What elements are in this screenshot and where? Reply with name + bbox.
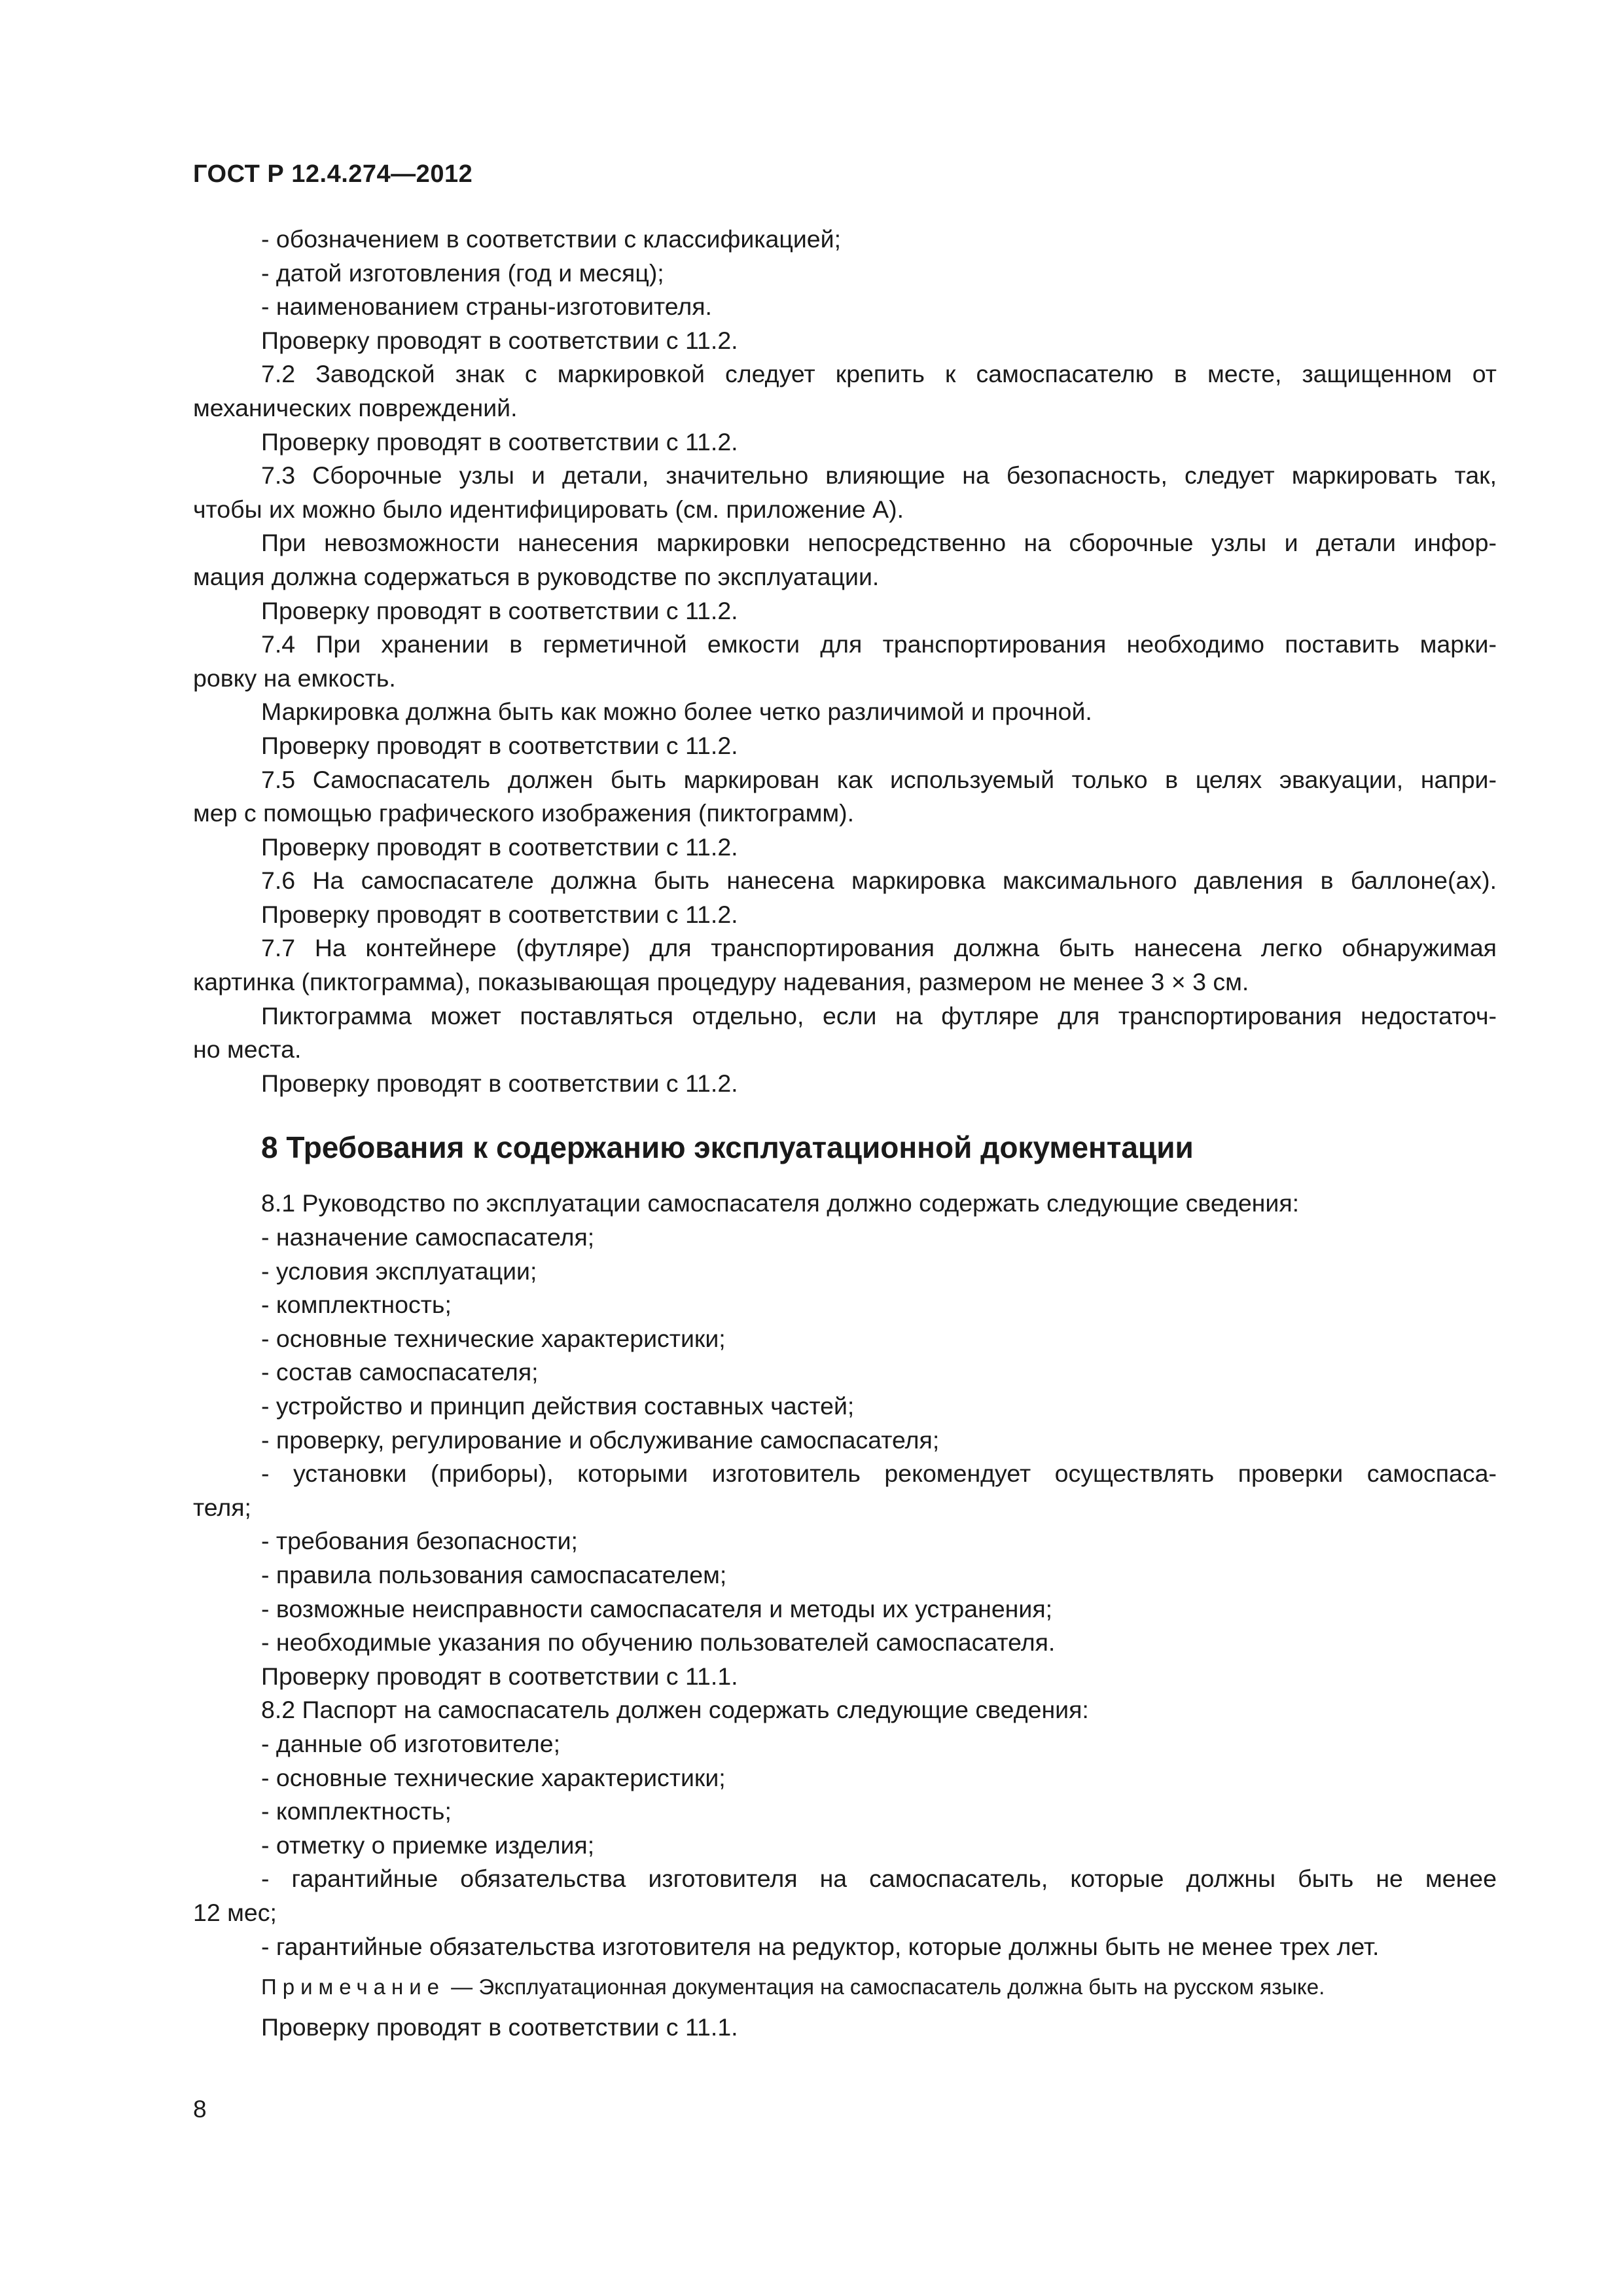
text-line: - основные технические характеристики; bbox=[261, 1324, 726, 1352]
text-line: - данные об изготовителе; bbox=[261, 1729, 561, 1757]
text-line: - условия эксплуатации; bbox=[261, 1257, 537, 1285]
text-line: 7.5 Самоспасатель должен быть маркирован как используемый только в целях эвакуации, напри- bbox=[261, 765, 1497, 793]
text-line: чтобы их можно было идентифицировать (см. приложение А). bbox=[193, 495, 904, 523]
text-line: 8.2 Паспорт на самоспасатель должен содержать следующие сведения: bbox=[261, 1696, 1089, 1724]
text-line: - правила пользования самоспасателем; bbox=[261, 1560, 727, 1588]
text-line: теля; bbox=[193, 1493, 251, 1521]
text-line: - комплектность; bbox=[261, 1291, 452, 1319]
text-line: Проверку проводят в соответствии с 11.2. bbox=[261, 326, 738, 354]
text-line: Проверку проводят в соответствии с 11.2. bbox=[261, 833, 738, 861]
text-line: - гарантийные обязательства изготовителя на самоспасатель, которые должны быть не менее bbox=[261, 1865, 1497, 1893]
page-number: 8 bbox=[193, 2096, 207, 2123]
text-line: Проверку проводят в соответствии с 11.2. bbox=[261, 1069, 738, 1097]
text-line: - датой изготовления (год и месяц); bbox=[261, 259, 664, 287]
text-line: - комплектность; bbox=[261, 1797, 452, 1825]
text-line: мация должна содержаться в руководстве по эксплуатации. bbox=[193, 562, 880, 590]
text-line: Проверку проводят в соответствии с 11.2. bbox=[261, 731, 738, 759]
text-line: 7.6 На самоспасателе должна быть нанесена маркировка максимального давления в баллоне(ах). bbox=[261, 867, 1497, 895]
text-line: Пиктограмма может поставляться отдельно, если на футляре для транспортирования недостаточ- bbox=[261, 1001, 1497, 1030]
text-line: Проверку проводят в соответствии с 11.1. bbox=[261, 1662, 738, 1690]
text-line: При невозможности нанесения маркировки непосредственно на сборочные узлы и детали инфор- bbox=[261, 529, 1497, 557]
text-line: картинка (пиктограмма), показывающая процедуру надевания, размером не менее 3 × 3 см. bbox=[193, 968, 1249, 996]
text-line: - назначение самоспасателя; bbox=[261, 1223, 595, 1251]
text-line: - гарантийные обязательства изготовителя на редуктор, которые должны быть не менее трех лет. bbox=[261, 1932, 1380, 1960]
text-line: мер с помощью графического изображения (пиктограмм). bbox=[193, 799, 855, 827]
section-heading: 8 Требования к содержанию эксплуатационной документации bbox=[261, 1130, 1194, 1165]
text-line: - состав самоспасателя; bbox=[261, 1358, 539, 1386]
text-line: Проверку проводят в соответствии с 11.2. bbox=[261, 900, 738, 928]
text-line: - обозначением в соответствии с классификацией; bbox=[261, 225, 842, 253]
text-line: - устройство и принцип действия составных частей; bbox=[261, 1392, 855, 1420]
note-text: — Эксплуатационная документация на самоспасатель должна быть на русском языке. bbox=[445, 1975, 1325, 2000]
note bbox=[193, 1970, 1497, 2004]
text-line: - возможные неисправности самоспасателя и методы их устранения; bbox=[261, 1594, 1053, 1623]
text-line: Проверку проводят в соответствии с 11.2. bbox=[261, 427, 738, 456]
text-line: но места. bbox=[193, 1035, 302, 1064]
text-line: - основные технические характеристики; bbox=[261, 1763, 726, 1791]
text-line: Маркировка должна быть как можно более четко различимой и прочной. bbox=[261, 698, 1092, 726]
text-line: - необходимые указания по обучению пользователей самоспасателя. bbox=[261, 1628, 1056, 1657]
text-line: 7.4 При хранении в герметичной емкости для транспортирования необходимо поставить марки- bbox=[261, 630, 1497, 658]
text-line: - установки (приборы), которыми изготовитель рекомендует осуществлять проверки самоспаса- bbox=[261, 1460, 1497, 1488]
text-line: 8.1 Руководство по эксплуатации самоспасателя должно содержать следующие сведения: bbox=[261, 1189, 1300, 1217]
text-line: Проверку проводят в соответствии с 11.1. bbox=[261, 2013, 738, 2041]
text-line: 7.7 На контейнере (футляре) для транспортирования должна быть нанесена легко обнаружимая bbox=[261, 934, 1497, 962]
text-line: 12 мес; bbox=[193, 1898, 277, 1926]
note-label: Примечание bbox=[261, 1975, 446, 2000]
text-line: 7.2 Заводской знак с маркировкой следует крепить к самоспасателю в месте, защищенном от bbox=[261, 360, 1497, 388]
text-line: 7.3 Сборочные узлы и детали, значительно влияющие на безопасность, следует маркировать так, bbox=[261, 461, 1497, 490]
text-line: - отметку о приемке изделия; bbox=[261, 1831, 595, 1859]
text-line: - проверку, регулирование и обслуживание самоспасателя; bbox=[261, 1426, 940, 1454]
text-line: Проверку проводят в соответствии с 11.2. bbox=[261, 596, 738, 624]
text-line: - требования безопасности; bbox=[261, 1527, 578, 1555]
document-body bbox=[193, 223, 1497, 2044]
document-header: ГОСТ Р 12.4.274—2012 bbox=[193, 160, 473, 188]
text-line: ровку на емкость. bbox=[193, 664, 396, 692]
text-line: механических повреждений. bbox=[193, 393, 518, 422]
text-line: - наименованием страны-изготовителя. bbox=[261, 293, 712, 321]
